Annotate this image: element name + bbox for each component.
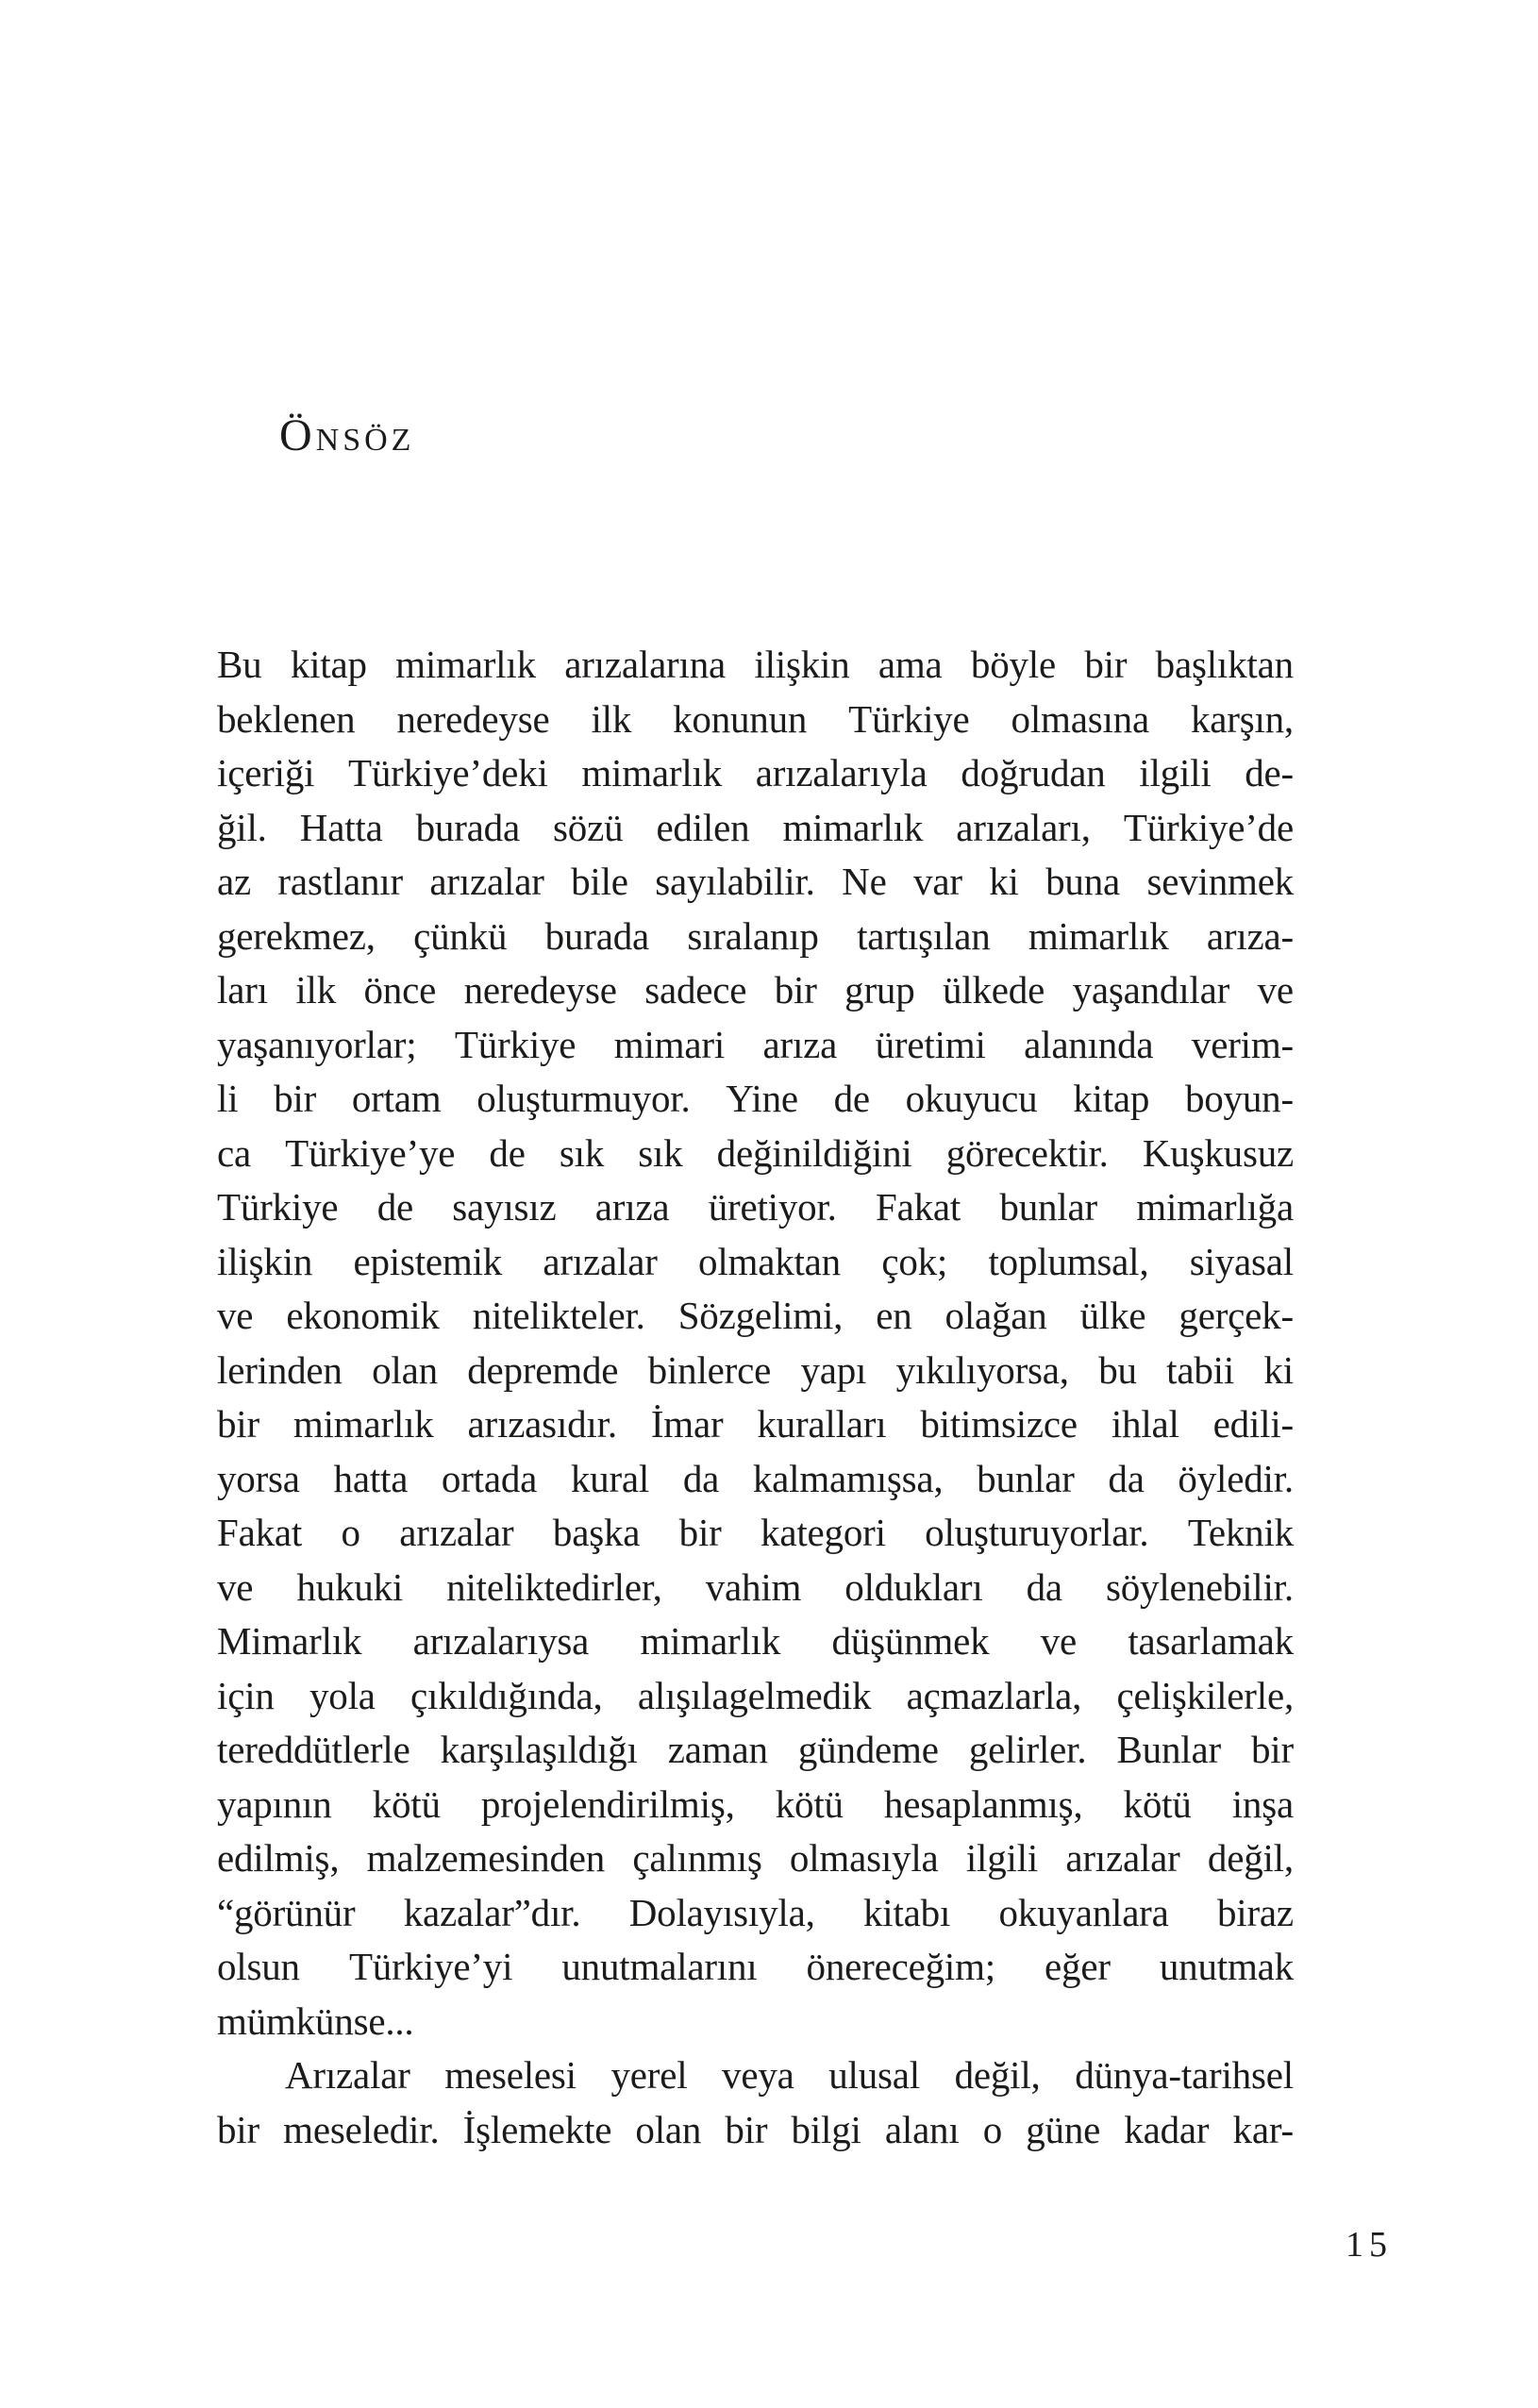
body-line: yaşanıyorlar; Türkiye mimari arıza üretimi alanında verim-: [217, 1022, 1294, 1066]
body-line: lerinden olan depremde binlerce yapı yıkılıyorsa, bu tabii ki: [217, 1347, 1294, 1392]
body-line: Fakat o arızalar başka bir kategori oluşturuyorlar. Teknik: [217, 1511, 1294, 1554]
page-number: 15: [1346, 2225, 1393, 2265]
body-text: [217, 638, 1294, 2157]
body-line: gerekmez, çünkü burada sıralanıp tartışılan mimarlık arıza-: [217, 913, 1294, 958]
body-line: tereddütlerle karşılaşıldığı zaman gündeme gelirler. Bunlar bir: [217, 1728, 1294, 1771]
body-line: “görünür kazalar”dır. Dolayısıyla, kitabı okuyanlara biraz: [217, 1890, 1294, 1934]
body-line: ca Türkiye’ye de sık sık değinildiğini görecektir. Kuşkusuz: [217, 1130, 1294, 1175]
body-line: yapının kötü projelendirilmiş, kötü hesaplanmış, kötü inşa: [217, 1781, 1294, 1826]
body-line: ve hukuki niteliktedirler, vahim oldukları da söylenebilir.: [217, 1564, 1294, 1609]
body-line: içeriği Türkiye’deki mimarlık arızalarıyla doğrudan ilgili de-: [217, 751, 1294, 794]
body-line: ilişkin epistemik arızalar olmaktan çok; toplumsal, siyasal: [217, 1239, 1294, 1283]
body-line: az rastlanır arızalar bile sayılabilir. Ne var ki buna sevinmek: [217, 860, 1294, 903]
page-title: Önsöz: [279, 410, 415, 460]
body-line: li bir ortam oluşturmuyor. Yine de okuyucu kitap boyun-: [217, 1077, 1294, 1120]
body-line: ve ekonomik nitelikteler. Sözgelimi, en olağan ülke gerçek-: [217, 1294, 1294, 1337]
body-line: Bu kitap mimarlık arızalarına ilişkin ama böyle bir başlıktan: [217, 643, 1294, 686]
body-line: Arızalar meselesi yerel veya ulusal değil, dünya-tarihsel: [285, 2053, 1294, 2097]
body-line: bir meseledir. İşlemekte olan bir bilgi alanı o güne kadar kar-: [217, 2107, 1294, 2151]
body-line: bir mimarlık arızasıdır. İmar kuralları bitimsizce ihlal edili-: [217, 1402, 1294, 1446]
body-line: Türkiye de sayısız arıza üretiyor. Fakat bunlar mimarlığa: [217, 1185, 1294, 1229]
body-line: için yola çıkıldığında, alışılagelmedik açmazlarla, çelişkilerle,: [217, 1673, 1294, 1717]
body-line: edilmiş, malzemesinden çalınmış olmasıyla ilgili arızalar değil,: [217, 1836, 1294, 1880]
body-line: ğil. Hatta burada sözü edilen mimarlık arızaları, Türkiye’de: [217, 805, 1294, 849]
body-line: ları ilk önce neredeyse sadece bir grup ülkede yaşandılar ve: [217, 968, 1294, 1012]
body-line: Mimarlık arızalarıysa mimarlık düşünmek ve tasarlamak: [217, 1619, 1294, 1663]
body-line: beklenen neredeyse ilk konunun Türkiye olmasına karşın,: [217, 696, 1294, 741]
body-line: yorsa hatta ortada kural da kalmamışsa, bunlar da öyledir.: [217, 1456, 1294, 1500]
body-line: mümkünse...: [217, 1998, 414, 2043]
body-line: olsun Türkiye’yi unutmalarını önereceğim; eğer unutmak: [217, 1945, 1294, 1988]
